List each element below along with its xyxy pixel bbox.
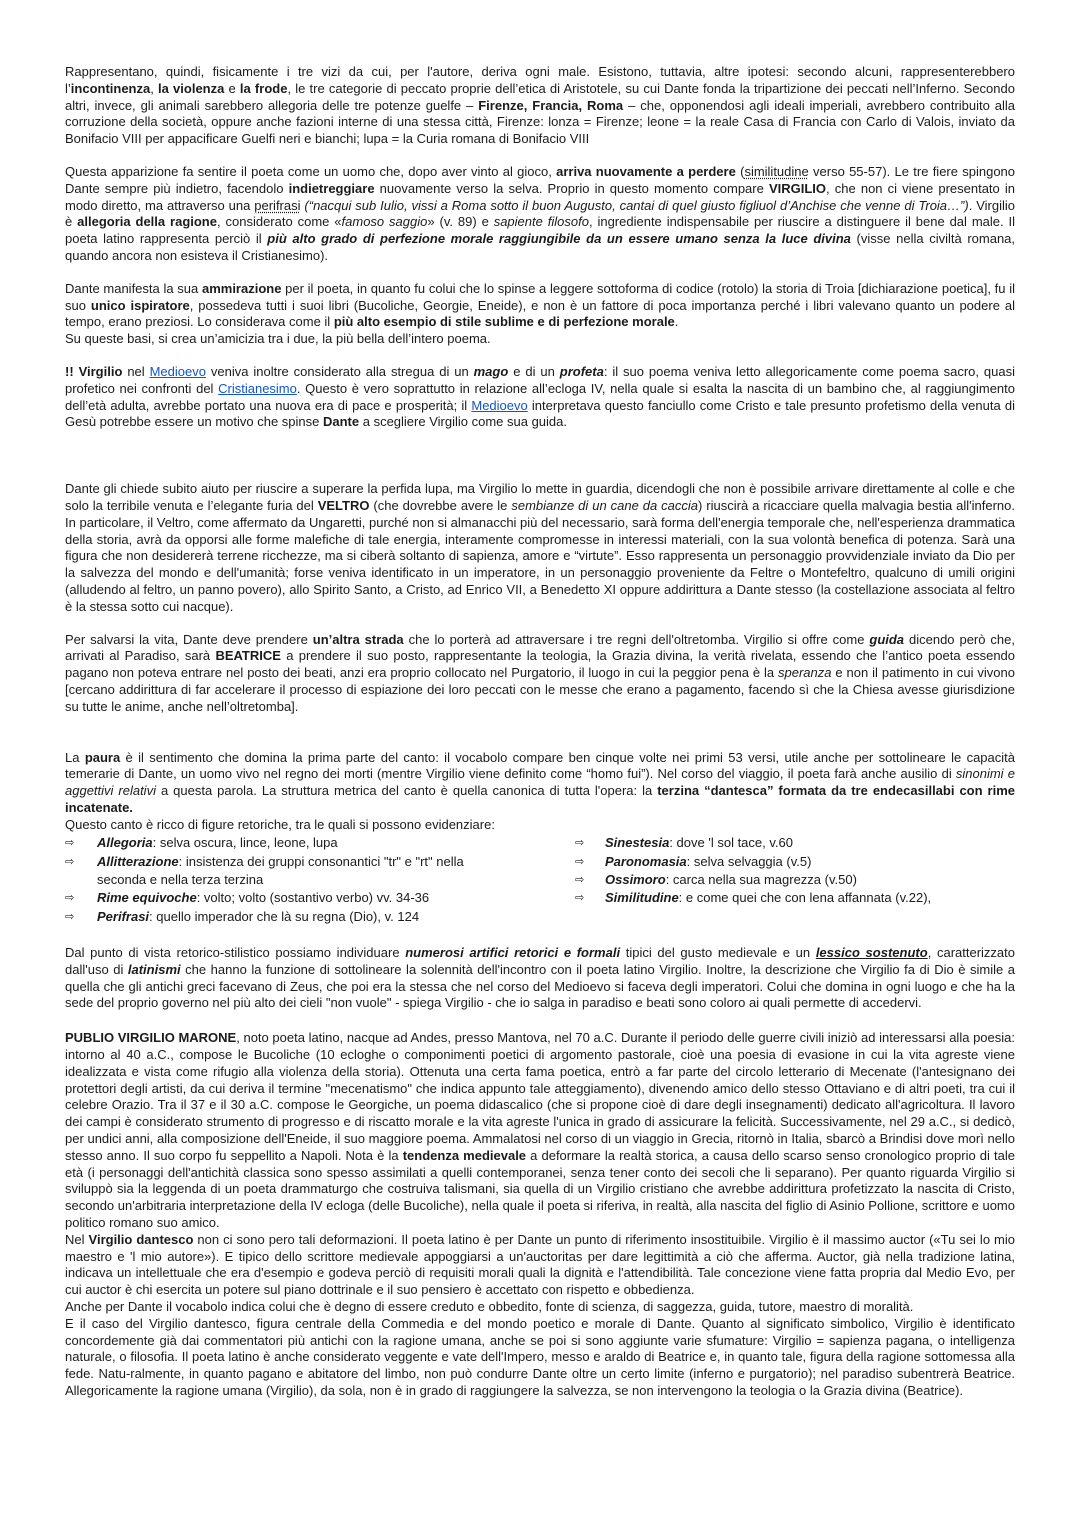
bold-italic-text: latinismi xyxy=(127,961,181,977)
text-run: a prendere il suo posto, rappresentante la teologia, la Grazia divina, la verità rivelata, essendo che l’antico poeta essendo pagano non poteva entrare nel posto dei beati, anzi era proprio collocato nel Purgatorio, il luogo in cui la peggior pena è la xyxy=(65,648,1016,681)
figure-text xyxy=(605,889,931,907)
arrow-icon: ⇨ xyxy=(65,854,75,868)
figure-item-paronomasia xyxy=(575,853,1015,871)
text-run: – che, opponendosi agli ideali imperiali, avrebbero contribuito alla corruzione della società, oppure anche fazioni interne di una stessa città, Firenze: lonza = Firenze; leone = la reale Casa di Francia con Carlo di Valois, inviato da Bonifacio VIII per appacificare Guelfi neri e bianchi; lupa = la Curia romana di Bonifacio VIII xyxy=(65,97,1016,147)
text-run: Questa apparizione fa sentire il poeta come un uomo che, dopo aver vinto al gioco, xyxy=(65,163,557,179)
figure-text xyxy=(605,834,793,852)
text-run: per il poeta, in quanto fu colui che lo spinse a leggere sottoforma di codice (rotolo) la storia di Troia [dichiarazione poetica], fu il suo xyxy=(65,280,1016,313)
figure-term: Ossimoro xyxy=(605,872,666,888)
text-run: a questa parola. La struttura metrica del canto è quella canonica di tutta l'opera: la xyxy=(155,783,658,799)
bold-text: PUBLIO VIRGILIO MARONE xyxy=(65,1030,237,1046)
italic-text: (“nacqui sub Iulio, vissi a Roma sotto il buon Augusto, cantai di quel giusto figliuol d’Anchise che venne di Troia…”) xyxy=(304,197,969,213)
paragraph-virgilio-dantesco xyxy=(65,1232,1015,1299)
text-run: . Virgilio è xyxy=(65,197,1015,230)
paragraph-friendship xyxy=(65,331,1015,348)
figures-right-column xyxy=(575,834,1015,925)
text-run: veniva inoltre considerato alla stregua di un xyxy=(205,363,474,379)
arrow-icon: ⇨ xyxy=(575,854,585,868)
text-run: ( xyxy=(735,163,745,179)
text-run: e xyxy=(224,80,240,96)
text-run: a deformare la realtà storica, a causa dello scarso senso cronologico proprio di tale età (i personaggi dell'antichità classica sono spesso assimilati a quelli contemporanei, senza tener conto dei secoli che li separano). Per quanto riguarda Virgilio si sviluppò sia la leggenda di un poeta drammaturgo che costruiva talismani, sia quella di un Virgilio cristiano che avrebbe addirittura profetizzato la nascita di Cristo, secondo un'arbitraria interpretazione della IV ecloga (delle Bucoliche), nella quale il poeta si riferiva, in realtà, alla nascita del figlio di Asinio Pollione, scrittore e uomo politico romano suo amico. xyxy=(65,1147,1016,1230)
text-run: » (v. 89) e xyxy=(427,214,494,230)
italic-text: sapiente filosofo xyxy=(493,214,589,230)
figure-text xyxy=(97,834,512,852)
figure-term: Paronomasia xyxy=(605,853,687,869)
bold-text: allegoria della ragione xyxy=(77,214,217,230)
text-run: Anche per Dante il vocabolo indica colui che è degno di essere creduto e obbedito, fonte di scienza, di saggezza, guida, tutore, maestro di moralità. xyxy=(65,1298,914,1314)
text-run: , considerato come « xyxy=(216,214,342,230)
figure-text xyxy=(97,889,512,907)
text-run: Nel xyxy=(65,1231,89,1247)
figure-term: Similitudine xyxy=(605,890,679,906)
figure-term: Allitterazione xyxy=(97,853,179,869)
text-run: e non il patimento in cui vivono [cercano addirittura di far accelerare il processo di espiazione dei loro peccati con le messe che erano a pagamento, facendo sì che la Chiesa avesse giurisdizione su tutte le anime, anche nell’oltretomba]. xyxy=(65,665,1015,714)
figures-left-column xyxy=(65,834,575,925)
paragraph-stile xyxy=(65,945,1015,1012)
bold-text: !! Virgilio xyxy=(65,363,123,379)
document-page xyxy=(65,64,1015,1400)
text-run: , che non ci viene presentato in modo diretto, ma attraverso una xyxy=(65,180,1015,213)
text-run: , noto poeta latino, nacque ad Andes, presso Mantova, nel 70 a.C. Durante il periodo delle guerre civili iniziò ad interessarsi alla poesia: intorno al 40 a.C., compose le Bucoliche (10 ecloghe o componimenti poetici di argomento pastorale, cioè una poesia di evasione in cui la vita agreste viene idealizzata e vista come rifugio alla violenza della storia). Ottenuta una certa fama poetica, entrò a far parte del circolo letterario di Mecenate (l'antesignano dei protettori degli artisti, da cui deriva il termine "mecenatismo" che indica appunto tale atteggiamento), divenendo amico dello stesso Ottaviano e di altri poeti, tra cui il celebre Orazio. Tra il 37 e il 30 a.C. compose le Georgiche, un poema didascalico (che si propone cioè di dare degli insegnamenti) dedicato all'agricoltura. Il lavoro dei campi è considerato strumento di progresso e di riscatto morale e la vita agreste l'unica in grado di assicurare la felicità. Successivamente, nel 29 a.C., si dedicò, per undici anni, alla composizione dell'Eneide, il suo maggiore poema. Ammalatosi nel corso di un viaggio in Grecia, ritornò in Italia, sbarcò a Brindisi dove morì nello stesso anno. Il suo corpo fu seppellito a Napoli. Nota è la xyxy=(65,1030,1015,1163)
italic-text: sembianze di un cane da caccia xyxy=(511,497,699,513)
text-run: . Questo è vero soprattutto in relazione all’ecloga IV, nella quale si esalta la nascita di un bambino che, al raggiungimento dell’età adulta, avrebbe portato una nuova era di pace e prosperità; il xyxy=(65,380,1015,413)
bold-italic-text: più alto grado di perfezione morale raggiungibile da un essere umano senza la luce divina xyxy=(267,231,851,247)
text-run: , caratterizzato dall'uso di xyxy=(65,944,1015,977)
bold-italic-text: numerosi artifici retorici e formali xyxy=(405,944,621,960)
text-run: nel xyxy=(122,363,150,379)
bold-text: VIRGILIO xyxy=(768,180,827,196)
text-run: a scegliere Virgilio come sua guida. xyxy=(359,414,567,430)
bold-text: unico ispiratore xyxy=(90,297,190,313)
text-run: verso 55-57). Le tre fiere spingono Dante sempre più indietro, facendolo xyxy=(65,163,1016,196)
bold-text: terzina “dantesca” formata da tre endecasillabi con rime incatenate. xyxy=(65,783,1015,815)
paragraph-paura xyxy=(65,750,1015,817)
bold-text: BEATRICE xyxy=(215,648,281,664)
italic-text: sinonimi e aggettivi relativi xyxy=(65,766,1015,799)
figure-description: : volto; volto (sostantivo verbo) vv. 34-36 xyxy=(196,890,430,906)
paragraph-virgilio-appears xyxy=(65,164,1015,265)
text-run: , xyxy=(150,80,159,96)
figure-text xyxy=(605,853,811,871)
bold-italic-text: profeta xyxy=(559,363,604,379)
text-run: , le tre categorie di peccato proprie dell’etica di Aristotele, su cui Dante fonda la tripartizione dei peccati nell’Inferno. Secondo altri, invece, gli animali sarebbero allegoria delle tre potenze guelfe – xyxy=(65,80,1015,113)
figure-text xyxy=(605,871,857,889)
text-run: , ingrediente indispensabile per riuscire a distinguere il bene dal male. Il poeta latino rappresenta perciò il xyxy=(65,214,1016,247)
bold-text: Firenze, Francia, Roma xyxy=(478,97,624,113)
text-run: che lo porterà ad attraversare i tre regni dell'oltretomba. Virgilio si offre come xyxy=(403,631,870,647)
figure-term: Allegoria xyxy=(97,835,153,851)
figure-item-allitterazione xyxy=(65,853,575,890)
paragraph-virgilio-medioevo xyxy=(65,364,1015,431)
paragraph-veltro xyxy=(65,481,1015,615)
paragraph-auctor xyxy=(65,1299,1015,1316)
underlined-emphasis-text: lessico sostenuto xyxy=(815,944,928,960)
figure-item-sinestesia xyxy=(575,834,1015,852)
text-run: dicendo però che, arrivati al Paradiso, sarà xyxy=(65,631,1015,664)
text-run: Dal punto di vista retorico-stilistico possiamo individuare xyxy=(65,944,406,960)
text-run: che hanno la funzione di sottolineare la solennità dell'incontro con il poeta latino Virgilio. Inoltre, la descrizione che Virgilio fa di Dio è simile a quella che gli antichi greci facevano di Zeus, che poi era la stessa che nel corso del Medioevo si faceva degli imperatori. Colui che domina in ogni luogo e che ha la sede del proprio governo nel più alto dei cieli "non vuole" - spiega Virgilio - che io salga in paradiso e beati sono coloro ai quali permette di accedervi. xyxy=(65,961,1015,1011)
text-run: ) riuscirà a ricacciare quella malvagia bestia all'inferno. In particolare, il Veltro, come affermato da Ungaretti, purché non si almanacchi più del necessario, sarà forma dell'energia temporale che, nell'esperienza drammatica della storia, avrà da opporsi alle forme malefiche di tale energia, interamente compromesse in interessi materiali, con la sua volontà benefica di potenza. Sarà una figura che non desidererà terrene ricchezze, ma si ciberà soltanto di sapienza, amore e “virtute”. Esso rappresenta un personaggio provvidenziale inviato da Dio per la salvezza del mondo e dell'umanità; forse veniva identificato in un imperatore, in un personaggio proveniente da Feltre o Montefeltro, qualcuno di umili origini (alludendo al feltro, un panno povero), allo Spirito Santo, a Cristo, ad Enrico VII, a Benedetto XI oppure addirittura a Dante stesso (la costellazione associata al feltro è la stessa sotto cui nacque). xyxy=(65,497,1015,614)
text-run: . xyxy=(674,314,679,330)
text-run: , possedeva tutti i suoi libri (Bucoliche, Georgie, Eneide), e non è un fattore di poca importanza perché i libri valevano quanto un podere al tempo, erano preziosi. Lo considerava come il xyxy=(65,297,1015,330)
figure-term: Perifrasi xyxy=(97,908,150,924)
paragraph-publio-virgilio-marone xyxy=(65,1030,1015,1232)
arrow-icon: ⇨ xyxy=(575,873,585,887)
arrow-icon: ⇨ xyxy=(65,909,75,923)
bold-text: la frode xyxy=(239,80,288,96)
figure-term: Rime equivoche xyxy=(97,890,197,906)
bold-text: tendenza medievale xyxy=(402,1147,527,1163)
paragraph-figure-intro xyxy=(65,817,1015,834)
text-run: Questo canto è ricco di figure retoriche, tra le quali si possono evidenziare: xyxy=(65,816,495,832)
figure-item-ossimoro xyxy=(575,871,1015,889)
bold-text: VELTRO xyxy=(317,497,370,513)
link-medioevo[interactable]: Medioevo xyxy=(471,397,528,413)
bold-italic-text: guida xyxy=(869,631,905,647)
bold-text: Virgilio dantesco xyxy=(88,1231,194,1247)
figure-item-allegoria xyxy=(65,834,575,852)
spellcheck-marked-word: perifrasi xyxy=(254,197,301,213)
spellcheck-marked-word: similitudine xyxy=(744,163,809,179)
text-run: Su queste basi, si crea un’amicizia tra i due, la più bella dell’intero poema. xyxy=(65,331,491,347)
figure-item-perifrasi xyxy=(65,908,575,926)
arrow-icon: ⇨ xyxy=(65,836,75,850)
paragraph-dante-admiration xyxy=(65,281,1015,331)
paragraph-altra-strada xyxy=(65,632,1015,716)
figure-description: : selva oscura, lince, leone, lupa xyxy=(152,835,338,851)
text-run: (che dovrebbe avere le xyxy=(369,497,512,513)
link-medioevo[interactable]: Medioevo xyxy=(149,363,206,379)
figure-text xyxy=(97,853,512,890)
text-run: nuovamente verso la selva. Proprio in questo momento compare xyxy=(374,180,769,196)
text-run: Dante gli chiede subito aiuto per riuscire a superare la perfida lupa, ma Virgilio lo mette in guardia, dicendogli che non è possibile arrivare direttamente al colle e che solo la terribile venuta e l’elegante furia del xyxy=(65,481,1015,513)
bold-text: paura xyxy=(84,749,121,765)
figure-text xyxy=(97,908,512,926)
text-run: Per salvarsi la vita, Dante deve prendere xyxy=(65,631,313,647)
bold-text: un’altra strada xyxy=(312,631,404,647)
figure-description: : insistenza dei gruppi consonantici "tr" e "rt" nella seconda e nella terza terzina xyxy=(97,853,464,888)
arrow-icon: ⇨ xyxy=(65,891,75,905)
text-run: tipici del gusto medievale e un xyxy=(620,944,816,960)
arrow-icon: ⇨ xyxy=(575,836,585,850)
text-run: La xyxy=(65,749,85,765)
link-cristianesimo[interactable]: Cristianesimo xyxy=(218,380,297,396)
figure-description: : e come quei che con lena affannata (v.22), xyxy=(678,890,932,906)
italic-text: speranza xyxy=(778,665,832,681)
bold-text: indietreggiare xyxy=(288,180,375,196)
text-run: è il sentimento che domina la prima parte del canto: il vocabolo compare ben cinque volte nei primi 53 versi, utile anche per sottolineare le capacità temerarie di Dante, un uomo vivo nel regno dei morti (mentre Virgilio viene definito come “homo fui”). Nel corso del viaggio, il poeta farà anche ausilio di xyxy=(65,749,1015,782)
text-run: interpretava questo fanciullo come Cristo e tale presunto profetismo della venuta di Gesù potrebbe essere un motivo che spinse xyxy=(65,397,1016,430)
paragraph-three-vices-hypotheses xyxy=(65,64,1015,148)
bold-italic-text: mago xyxy=(473,363,509,379)
figure-description: : quello imperador che là su regna (Dio), v. 124 xyxy=(149,908,420,924)
figure-description: : dove 'l sol tace, v.60 xyxy=(669,835,793,851)
bold-text: incontinenza xyxy=(70,80,151,96)
text-run: E il caso del Virgilio dantesco, figura centrale della Commedia e del mondo poetico e morale di Dante. Quanto al significato simbolico, Virgilio è identificato concordemente già dai commentatori più antichi con la ragione umana, anche se poi si sono aggiunte varie sfumature: Virgilio = sapienza pagana, o intelligenza naturale, o filosofia. Il poeta latino è anche considerato veggente e vate dell'Impero, messo e araldo di Beatrice e, in quanto tale, figura della ragione sottomessa alla fede. Natu-ralmente, in quanto pagano e abitatore del limbo, non può condurre Dante oltre un certo limite (inferno e purgatorio); nel paradiso subentrerà Beatrice. Allegoricamente la ragione umana (Virgilio), da sola, non è in grado di raggiungere la salvezza, se non intervengono la teologia o la Grazia divina (Beatrice). xyxy=(65,1315,1015,1398)
figure-description: : carca nella sua magrezza (v.50) xyxy=(665,872,857,888)
paragraph-simbolico xyxy=(65,1316,1015,1400)
bold-text: ammirazione xyxy=(201,280,282,296)
text-run: : il suo poema veniva letto allegoricamente come poema sacro, quasi profetico nei confronti del xyxy=(65,363,1015,396)
text-run: Dante manifesta la sua xyxy=(65,280,202,296)
arrow-icon: ⇨ xyxy=(575,891,585,905)
text-run: (visse nella civiltà romana, quando ancora non esisteva il Cristianesimo). xyxy=(65,231,1016,263)
figure-item-rime-equivoche xyxy=(65,889,575,907)
figure-description: : selva selvaggia (v.5) xyxy=(686,853,812,869)
bold-text: più alto esempio di stile sublime e di perfezione morale xyxy=(333,314,675,330)
text-run: Rappresentano, quindi, fisicamente i tre vizi da cui, per l'autore, deriva ogni male. Esistono, tuttavia, altre ipotesi: secondo alcuni, rappresenterebbero l’ xyxy=(65,64,1015,96)
text-run: non ci sono pero tali deformazioni. Il poeta latino è per Dante un punto di riferimento insostituibile. Virgilio è il massimo auctor («Tu sei lo mio maestro e 'l mio autore»). E tipico dello scrittore medievale appoggiarsi a un'auctoritas per dare legittimità a ciò che afferma. Auctor, già nella tradizione latina, indicava un intellettuale che era d'esempio e godeva perciò di requisiti morali quali la dignità e l'attendibilità. Tale concezione viene fatta propria dal Medio Evo, per cui auctor è chi esercita un potere sul piano dottrinale e il suo pensiero è accettato con rispetto e obbedienza. xyxy=(65,1231,1015,1298)
bold-text: Dante xyxy=(322,414,360,430)
bold-text: arriva nuovamente a perdere xyxy=(556,163,736,179)
text-run: e di un xyxy=(508,363,560,379)
rhetorical-figures-list xyxy=(65,834,1015,925)
bold-text: la violenza xyxy=(158,80,225,96)
figure-term: Sinestesia xyxy=(605,835,670,851)
figure-item-similitudine xyxy=(575,889,1015,907)
italic-text: famoso saggio xyxy=(341,214,428,230)
